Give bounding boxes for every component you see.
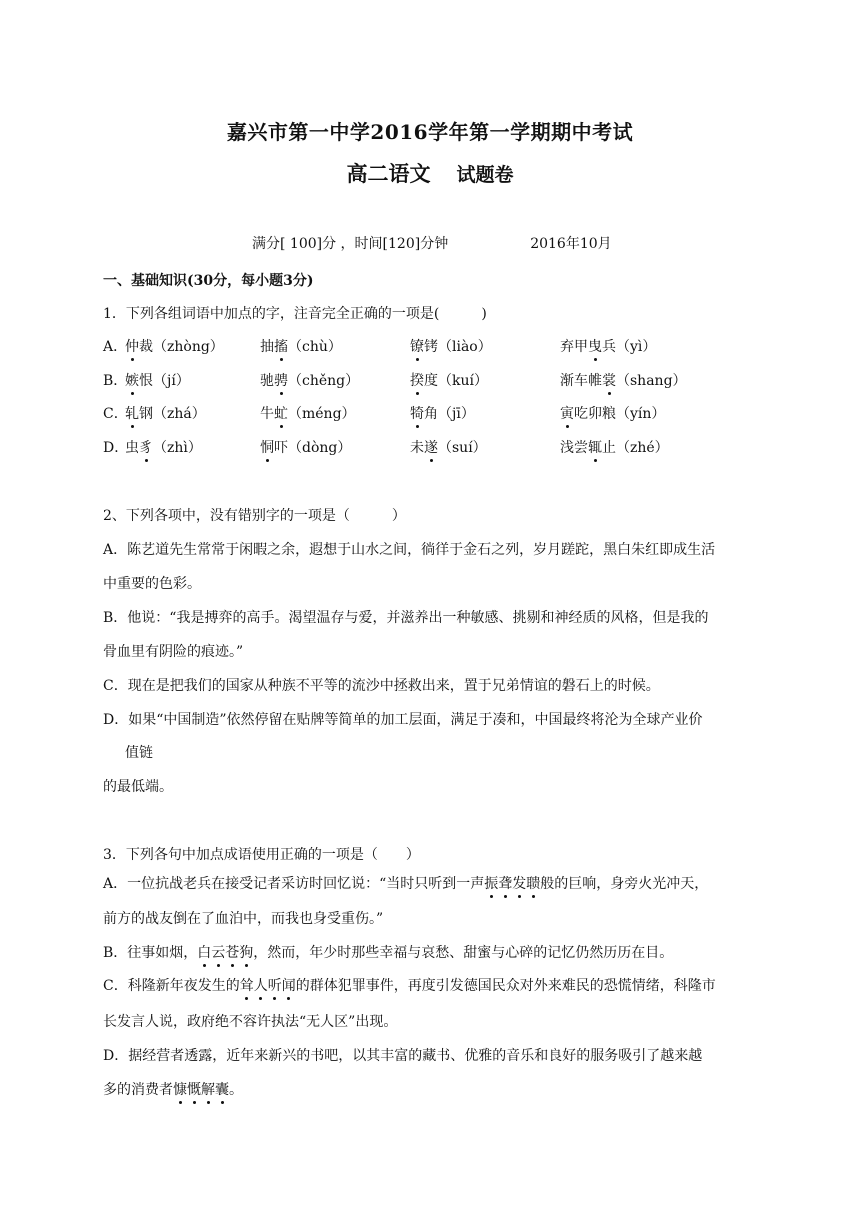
option-word: 轧钢（zhá）: [125, 403, 206, 423]
dotted-char: 骋: [274, 370, 288, 390]
dotted-char: 虻: [274, 403, 288, 423]
question-3-option-c-cont: 长发言人说，政府绝不容许执法“无人区”出现。: [103, 1014, 398, 1030]
option-word: 仲裁（zhòng）: [125, 336, 224, 356]
option-word: 寅吃卯粮（yín）: [560, 403, 665, 423]
dotted-char: 发: [512, 873, 526, 893]
option-label: D．: [103, 440, 129, 456]
dotted-char: 狗: [239, 942, 253, 962]
option-label: B．: [103, 373, 128, 389]
option-word: 驰骋（chěng）: [260, 370, 359, 390]
paper-type-label: 试题卷: [456, 164, 514, 186]
question-2-option-d-end: 的最低端。: [103, 779, 173, 795]
option-word: 镣铐（liào）: [410, 336, 492, 356]
dotted-char: 嫉: [125, 370, 139, 390]
question-3-option-d: D．据经营者透露，近年来新兴的书吧，以其丰富的藏书、优雅的音乐和良好的服务吸引了越来越: [103, 1048, 703, 1064]
option-text: ，然而，年少时那些幸福与哀愁、甜蜜与心碎的记忆仍然历历在目。: [253, 945, 674, 961]
dotted-char: 轧: [125, 403, 139, 423]
dotted-char: 曳: [588, 336, 602, 356]
exam-subtitle: [0, 158, 860, 188]
dotted-char: 搐: [274, 336, 288, 356]
option-word: 抽搐（chù）: [260, 336, 342, 356]
question-3-option-c: [103, 975, 716, 995]
dotted-idiom: [484, 876, 540, 892]
dotted-char: 人: [254, 975, 268, 995]
option-word: 恫吓（dòng）: [260, 437, 351, 457]
option-text: B．往事如烟，: [103, 945, 198, 961]
option-text: 的群体犯罪事件，再度引发德国民众对外来难民的恐慌情绪，科隆市: [295, 978, 716, 994]
option-text: A．一位抗战老兵在接受记者采访时回忆说：“当时只听到一声: [103, 876, 485, 892]
dotted-char: 振: [484, 873, 498, 893]
option-word: 揆度（kuí）: [410, 370, 488, 390]
option-word: 渐车帷裳（shang）: [560, 370, 687, 390]
dotted-char: 苍: [225, 942, 239, 962]
score-time-text: 满分[ 100]分 ，时间[120]分钟: [252, 236, 449, 252]
option-word: 虫豸（zhì）: [125, 437, 202, 457]
question-3-option-b: [103, 942, 673, 962]
dotted-char: 解: [201, 1079, 215, 1099]
dotted-char: 辄: [588, 437, 602, 457]
dotted-char: 揆: [410, 370, 424, 390]
dotted-char: 恫: [260, 437, 274, 457]
option-word: 未遂（suí）: [410, 437, 487, 457]
option-text: C．科隆新年夜发生的: [103, 978, 240, 994]
question-2-option-a: A．陈艺道先生常常于闲暇之余，遐想于山水之间，徜徉于金石之列，岁月蹉跎，黑白朱红即成生活: [103, 542, 716, 558]
dotted-char: 寅: [560, 403, 574, 423]
dotted-char: 慷: [173, 1079, 187, 1099]
question-2-option-d: D．如果“中国制造”依然停留在贴牌等简单的加工层面，满足于凑和，中国最终将沦为全球产业价: [103, 712, 703, 728]
dotted-char: 豸: [139, 437, 153, 457]
exam-date: 2016年10月: [530, 236, 612, 252]
option-word: 浅尝辄止（zhé）: [560, 437, 669, 457]
dotted-idiom: [197, 945, 253, 961]
dotted-char: 囊: [215, 1079, 229, 1099]
question-3-option-a: [103, 873, 708, 893]
dotted-char: 遂: [424, 437, 438, 457]
dotted-char: 白: [197, 942, 211, 962]
option-label: C．: [103, 406, 128, 422]
dotted-char: 听: [268, 975, 282, 995]
dotted-char: 聩: [526, 873, 540, 893]
section-heading: 一、基础知识(30分，每小题3分): [103, 273, 314, 289]
subject-label: 高二语文: [346, 161, 431, 186]
question-2-stem: 2、下列各项中，没有错别字的一项是（ ）: [103, 508, 406, 524]
option-text: 多的消费者: [103, 1082, 173, 1098]
dotted-char: 仲: [125, 336, 139, 356]
question-2-option-b-cont: 骨血里有阴险的痕迹。”: [103, 644, 244, 660]
option-word: 嫉恨（jí）: [125, 370, 190, 390]
dotted-char: 犄: [410, 403, 424, 423]
option-word: 弃甲曳兵（yì）: [560, 336, 656, 356]
question-2-option-d-cont: 值链: [125, 745, 153, 761]
dotted-idiom: [173, 1082, 229, 1098]
question-2-option-b: B．他说：“我是搏弈的高手。渴望温存与爱，并滋养出一种敏感、挑剔和神经质的风格，但是我的: [103, 610, 709, 626]
dotted-char: 云: [211, 942, 225, 962]
dotted-idiom: [240, 978, 296, 994]
question-1-stem: 1．下列各组词语中加点的字，注音完全正确的一项是( ): [103, 306, 487, 322]
question-2-option-a-cont: 中重要的色彩。: [103, 576, 201, 592]
question-2-option-c: C．现在是把我们的国家从种族不平等的流沙中拯救出来，置于兄弟情谊的磐石上的时候。: [103, 678, 660, 694]
question-3-stem: 3．下列各句中加点成语使用正确的一项是（ ）: [103, 847, 420, 863]
option-word: 牛虻（méng）: [260, 403, 356, 423]
option-text: 般的巨响，身旁火光冲天，: [540, 876, 709, 892]
question-3-option-a-cont: 前方的战友倒在了血泊中，而我也身受重伤。”: [103, 911, 384, 927]
dotted-char: 裳: [602, 370, 616, 390]
dotted-char: 聋: [498, 873, 512, 893]
option-text: 。: [229, 1082, 243, 1098]
exam-title: 嘉兴市第一中学2016学年第一学期期中考试: [226, 120, 634, 144]
dotted-char: 镣: [410, 336, 424, 356]
option-word: 犄角（jī）: [410, 403, 475, 423]
dotted-char: 闻: [282, 975, 296, 995]
dotted-char: 耸: [240, 975, 254, 995]
question-3-option-d-cont: [103, 1079, 243, 1099]
dotted-char: 慨: [187, 1079, 201, 1099]
option-label: A．: [103, 339, 128, 355]
exam-meta: [252, 233, 612, 253]
